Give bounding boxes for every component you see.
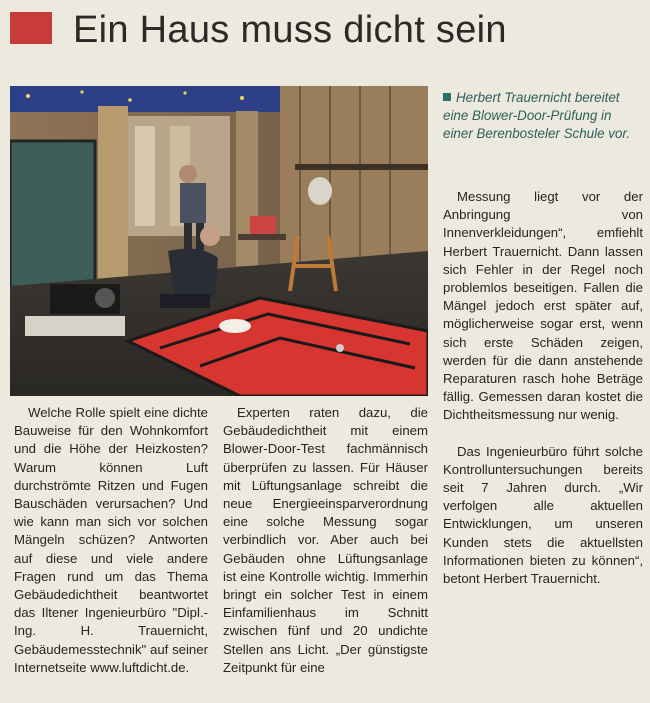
article-column-2 (223, 404, 428, 677)
article-column-3 (443, 188, 643, 588)
column-1-paragraph: Welche Rolle spielt eine dichte Bauweise für den Wohnkomfort und die Höhe der Heizkosten? Warum können Luft durchströmte Ritzen und Fugen Bauschäden verursachen? Und wie kann man sich vor solchen Mängeln schüzen? Antworten auf diese und viele andere Fragen rund um das Thema Gebäudedichtheit beantwortet das Iltener Ingenieurbüro "Dipl.-Ing. H. Trauernicht, Gebäudemesstechnik" auf seiner Internetseite www.luftdicht.de. (14, 405, 208, 675)
column-3-paragraph-2: Das Ingenieurbüro führt solche Kontrolluntersuchungen bereits seit 7 Jahren durch. „Wir verfolgen alle aktuellen Entwicklungen, um unseren Kunden stets die aktuellsten Informationen bieten zu können“, betont Herbert Trauernicht. (443, 443, 643, 587)
photo-caption (443, 89, 643, 143)
article-column-1 (14, 404, 208, 677)
headline: Ein Haus muss dicht sein (73, 9, 507, 51)
headline-red-marker (10, 12, 52, 44)
caption-square-marker (443, 93, 451, 101)
caption-text: Herbert Trauernicht bereitet eine Blower-Door-Prüfung in einer Berenbosteler Schule vor. (443, 90, 631, 141)
column-2-paragraph: Experten raten dazu, die Gebäudedichtheit mit einem Blower-Door-Test fachmännisch überprüfen zu lassen. Für Häuser mit Lüftungsanlage schreibt die neue Energieeinsparverordnung eine solche Messung sogar verbindlich vor. Aber auch bei Gebäuden ohne Lüftungsanlage ist eine Kontrolle wichtig. Immerhin bringt ein solcher Test in einem Einfamilienhaus im Schnitt zwischen fünf und 20 undichte Stellen ans Licht. „Der günstigste Zeitpunkt für eine (223, 405, 428, 675)
photo-blower-door-test (10, 86, 428, 396)
column-3-paragraph-1: Messung liegt vor der Anbringung von Innenverkleidungen“, emfiehlt Herbert Trauernicht. Dann lassen sich Fehler in der Regel noch problemlos beseitigen. Fallen die Mängel jedoch erst später auf, möglicherweise sogar erst, wenn sich erste Schäden zeigen, werden für die dann anstehende Reparaturen rasch hohe Beträge fällig. Gemessen daran kostet die Dichtheitsmessung nur wenig. (443, 189, 643, 423)
article-photo (10, 86, 428, 396)
